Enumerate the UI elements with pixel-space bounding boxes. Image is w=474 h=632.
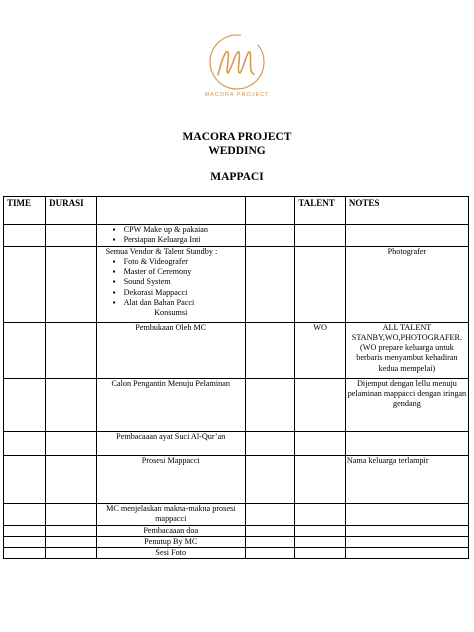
cell-talent: [295, 225, 345, 247]
list-item: ▪ Foto & Videografer: [124, 257, 244, 267]
header-activity: [96, 197, 245, 225]
table-row: [4, 503, 469, 525]
cell-durasi: [46, 225, 96, 247]
cell-talent: WO: [295, 322, 345, 378]
cell-activity: Penutup By MC: [96, 536, 245, 547]
document-title: MACORA PROJECT: [182, 131, 292, 143]
cell-activity: MC menjelaskan makna-makna prosesi mappacci: [96, 503, 245, 525]
list-item: ▪ CPW Make up & pakaian: [124, 225, 244, 235]
event-title: MAPPACI: [210, 171, 264, 183]
header-blank: [245, 197, 294, 225]
table-row: [4, 431, 469, 455]
cell-notes: Photografer: [345, 246, 468, 322]
table-row: [4, 225, 469, 247]
logo-caption: MACORA PROJECT: [204, 92, 270, 98]
list-item-continuation: Konsumsi: [154, 308, 188, 318]
schedule-table: [3, 196, 469, 559]
list-item: ▪ Master of Ceremony: [124, 267, 244, 277]
cell-activity: Calon Pengantin Menuju Pelaminan: [96, 378, 245, 431]
cell-activity: Pembacaaan doa: [96, 525, 245, 536]
table-row: [4, 525, 469, 536]
header-durasi: DURASI: [46, 197, 96, 225]
header-notes: NOTES: [345, 197, 468, 225]
header-time: TIME: [4, 197, 46, 225]
cell-time: [4, 225, 46, 247]
table-row: [4, 548, 469, 559]
cell-activity: Prosesi Mappacci: [96, 455, 245, 503]
standby-intro: Semua Vendor & Talent Standby :: [105, 246, 218, 256]
list-item: ▪ Sound System: [124, 277, 244, 287]
list-item: ▪ Alat dan Bahan Pacci: [124, 298, 244, 308]
cell-notes: Dijemput dengan lellu menuju pelaminan mappacci dengan iringan gendang: [345, 378, 468, 431]
cell-notes: [345, 225, 468, 247]
cell-notes: ALL TALENT STANBY,WO,PHOTOGRAFER. (WO prepare keluarga untuk berbaris menyambut kehadiran kedua mempelai): [345, 322, 468, 378]
table-row: [4, 455, 469, 503]
cell-activity: Pembacaaan ayat Suci Al-Qur’an: [96, 431, 245, 455]
list-item: ▪ Persiapan Keluarga Inti: [124, 235, 244, 245]
cell-activity: [96, 246, 245, 322]
cell-activity: [96, 225, 245, 247]
table-row: [4, 322, 469, 378]
table-header-row: [4, 197, 469, 225]
document-subtitle: WEDDING: [208, 145, 266, 157]
cell-notes: Nama keluarga terlampir: [345, 455, 468, 503]
table-row: [4, 536, 469, 547]
header-talent: TALENT: [295, 197, 345, 225]
list-item: ▪ Dekorasi Mappacci: [124, 288, 244, 298]
cell-activity: Sesi Foto: [96, 548, 245, 559]
table-row: [4, 246, 469, 322]
table-row: [4, 378, 469, 431]
cell-activity: Pembukaan Oleh MC: [96, 322, 245, 378]
